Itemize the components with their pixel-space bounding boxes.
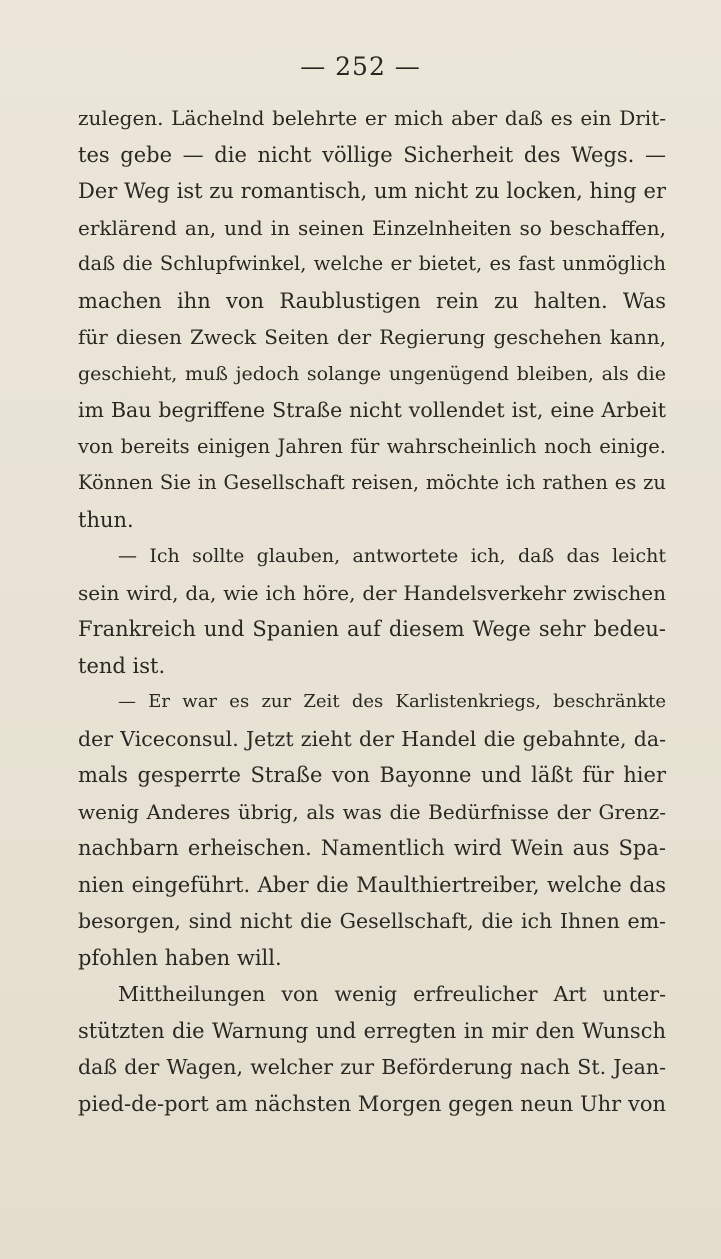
text-line: zulegen. Lächelnd belehrte er mich aber daß es ein Drit- — [78, 106, 666, 130]
text-line: geschieht, muß jedoch solange ungenügend bleiben, als die — [78, 362, 666, 385]
text-line: tend ist. — [78, 653, 166, 678]
text-line: im Bau begriffene Straße nicht vollendet ist, eine Arbeit — [78, 398, 666, 422]
text-line: daß die Schlupfwinkel, welche er bietet, es fast unmöglich — [78, 252, 666, 275]
body-text — [78, 100, 666, 1122]
text-line: — Ich sollte glauben, antwortete ich, daß das leicht — [118, 545, 666, 567]
text-line: erklärend an, und in seinen Einzelnheiten so beschaffen, — [78, 215, 666, 240]
text-line: stützten die Warnung und erregten in mir den Wunsch — [78, 1018, 666, 1043]
text-line: daß der Wagen, welcher zur Beförderung nach St. Jean- — [78, 1055, 666, 1079]
text-line: für diesen Zweck Seiten der Regierung geschehen kann, — [78, 325, 666, 349]
text-line: pfohlen haben will. — [78, 945, 282, 970]
text-line: — Er war es zur Zeit des Karlistenkriegs, beschränkte — [118, 691, 666, 712]
text-line: nien eingeführt. Aber die Maulthiertreiber, welche das — [78, 872, 666, 897]
page-number: — 252 — — [300, 52, 421, 81]
text-line: nachbarn erheischen. Namentlich wird Wein aus Spa- — [78, 836, 666, 860]
text-line: pied-de-port am nächsten Morgen gegen neun Uhr von — [78, 1091, 666, 1116]
text-line: besorgen, sind nicht die Gesellschaft, die ich Ihnen em- — [78, 909, 666, 933]
text-line: mals gesperrte Straße von Bayonne und läßt für hier — [78, 763, 666, 787]
text-line: von bereits einigen Jahren für wahrscheinlich noch einige. — [78, 434, 666, 458]
text-line: Können Sie in Gesellschaft reisen, möchte ich rathen es zu — [78, 471, 666, 494]
text-line: Frankreich und Spanien auf diesem Wege sehr bedeu- — [78, 617, 666, 641]
text-line: der Viceconsul. Jetzt zieht der Handel die gebahnte, da- — [78, 726, 666, 751]
text-line: tes gebe — die nicht völlige Sicherheit des Wegs. — — [78, 142, 666, 167]
text-line: machen ihn von Raublustigen rein zu halten. Was — [78, 288, 666, 313]
text-line: sein wird, da, wie ich höre, der Handelsverkehr zwischen — [78, 580, 666, 605]
text-line: wenig Anderes übrig, als was die Bedürfnisse der Grenz- — [78, 799, 666, 824]
text-line: Mittheilungen von wenig erfreulicher Art unter- — [118, 982, 666, 1006]
text-line: Der Weg ist zu romantisch, um nicht zu locken, hing er — [78, 179, 666, 203]
text-line: thun. — [78, 507, 134, 532]
